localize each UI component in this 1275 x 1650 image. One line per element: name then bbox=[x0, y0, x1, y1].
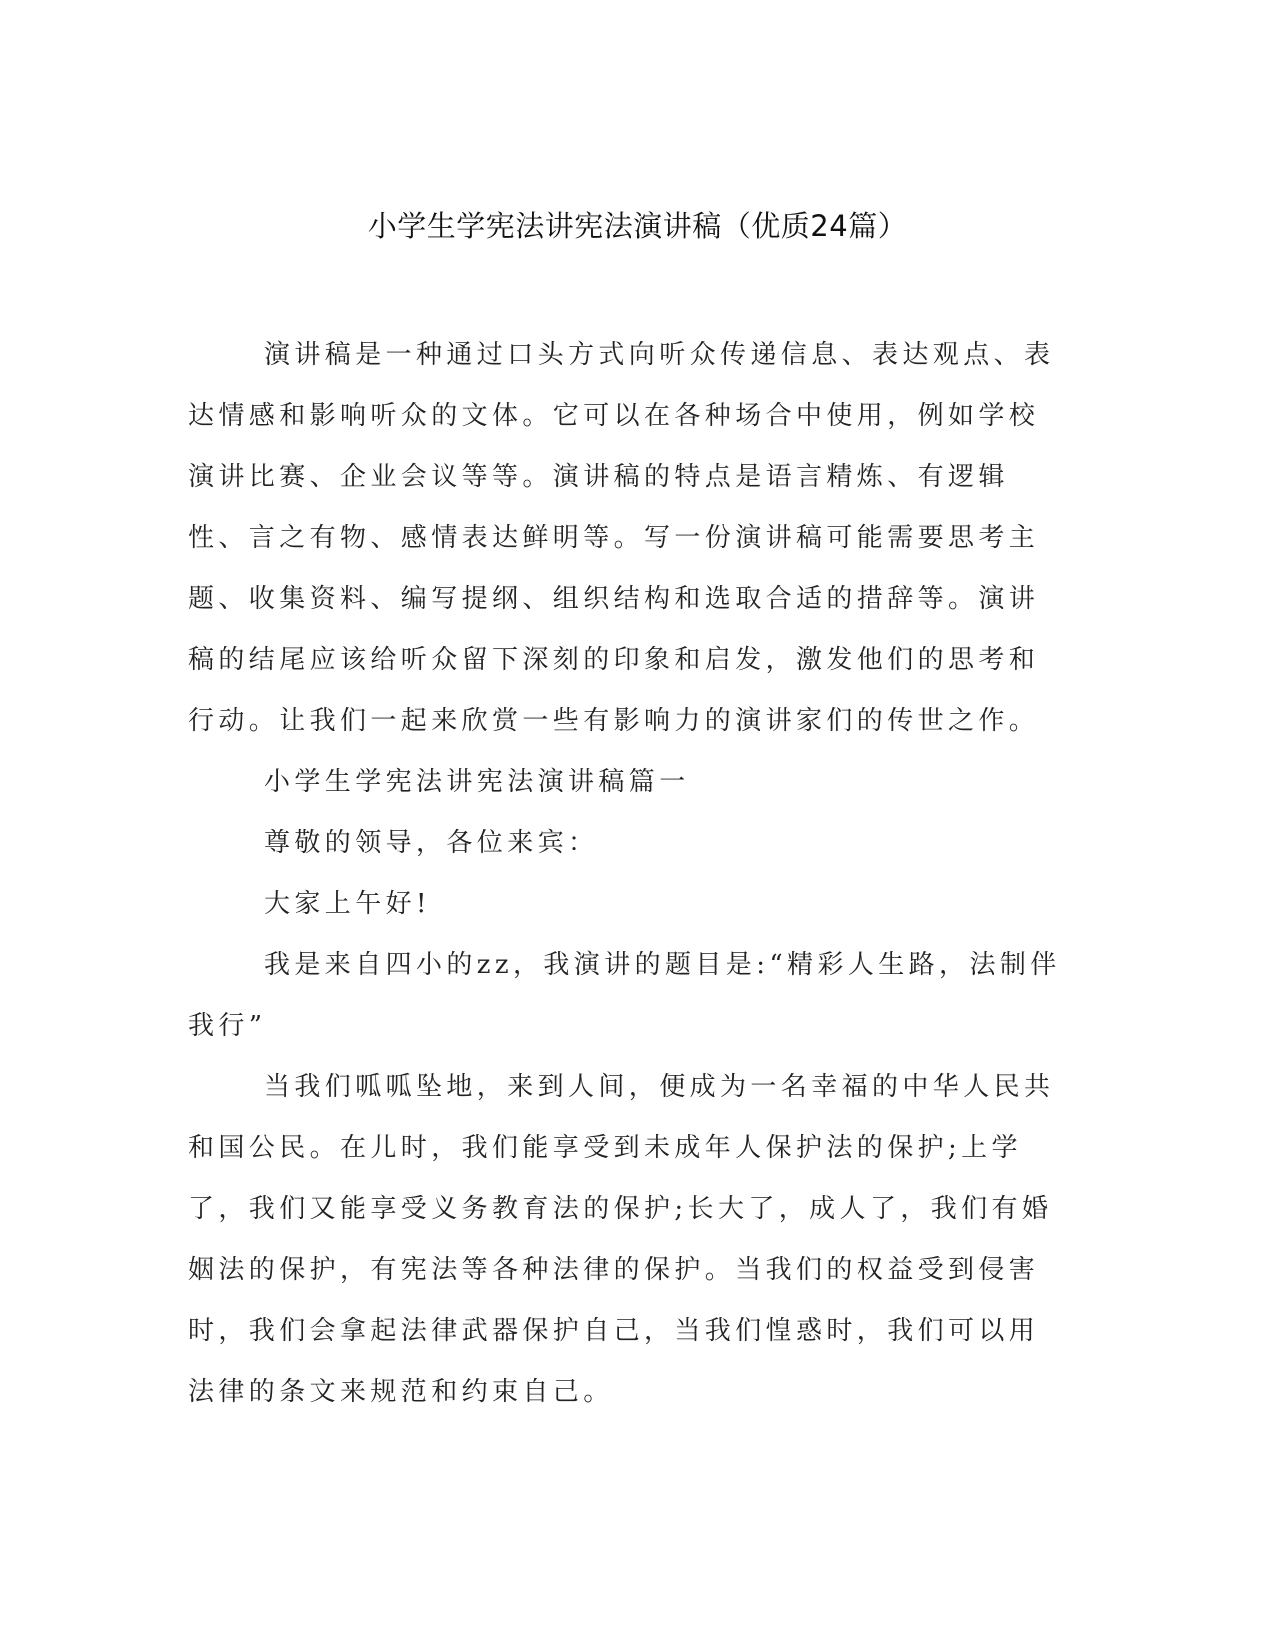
document-body bbox=[188, 325, 1068, 1423]
salutation-paragraph: 尊敬的领导，各位来宾： bbox=[264, 828, 599, 858]
body-paragraph: 当我们呱呱坠地，来到人间，便成为一名幸福的中华人民共和国公民。在儿时，我们能享受到未成年人保护法的保护;上学了，我们又能享受义务教育法的保护;长大了，成人了，我们有婚姻法的保护，有宪法等各种法律的保护。当我们的权益受到侵害时，我们会拿起法律武器保护自己，当我们惶惑时，我们可以用法律的条文来规范和约束自己。 bbox=[188, 1072, 1055, 1407]
speech-topic-paragraph: 我是来自四小的zz，我演讲的题目是:“精彩人生路，法制伴我行” bbox=[188, 950, 1061, 1041]
document-title: 小学生学宪法讲宪法演讲稿（优质24篇） bbox=[367, 209, 908, 243]
greeting-paragraph: 大家上午好! bbox=[264, 889, 431, 919]
intro-paragraph: 演讲稿是一种通过口头方式向听众传递信息、表达观点、表达情感和影响听众的文体。它可以在各种场合中使用，例如学校演讲比赛、企业会议等等。演讲稿的特点是语言精炼、有逻辑性、言之有物、感情表达鲜明等。写一份演讲稿可能需要思考主题、收集资料、编写提纲、组织结构和选取合适的措辞等。演讲稿的结尾应该给听众留下深刻的印象和启发，激发他们的思考和行动。让我们一起来欣赏一些有影响力的演讲家们的传世之作。 bbox=[188, 340, 1055, 736]
section-heading: 小学生学宪法讲宪法演讲稿篇一 bbox=[264, 767, 690, 797]
